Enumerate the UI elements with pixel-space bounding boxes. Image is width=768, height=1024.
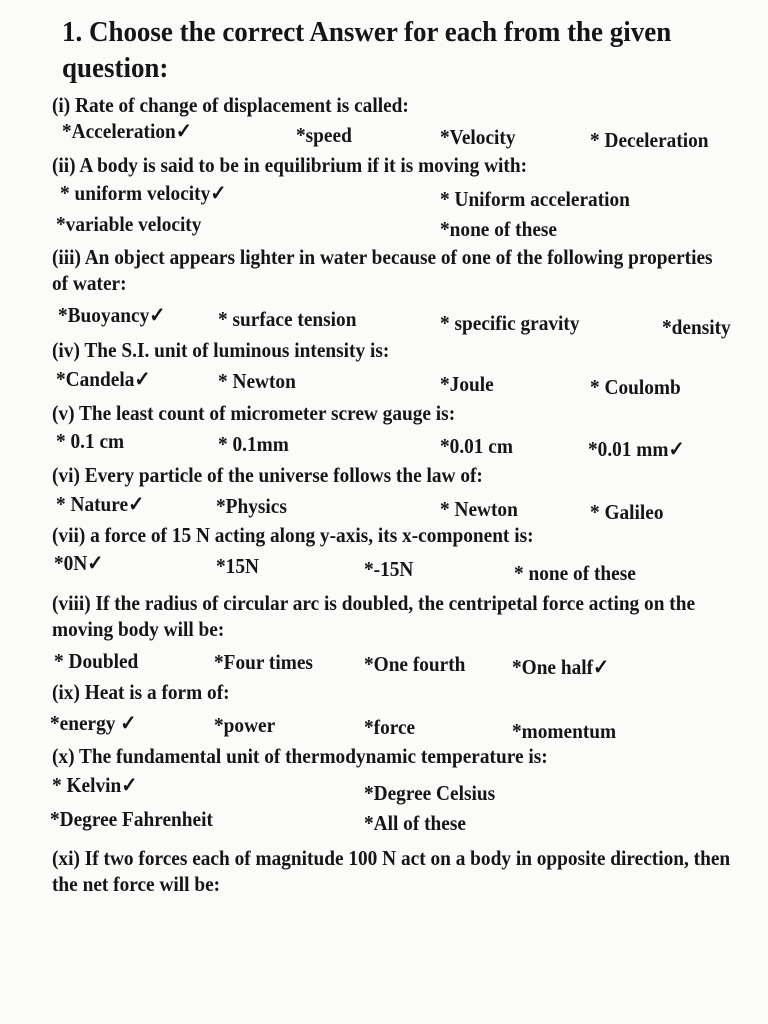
q4-option-a: *Candela✓ bbox=[56, 367, 151, 391]
q1-option-d: * Deceleration bbox=[590, 128, 709, 152]
q4-option-b: * Newton bbox=[218, 369, 296, 393]
q8-option-c: *One fourth bbox=[364, 652, 466, 676]
q5-option-c: *0.01 cm bbox=[440, 434, 513, 458]
question-8: (viii) If the radius of circular arc is doubled, the centripetal force acting on the moving body will be: bbox=[52, 591, 696, 641]
q6-option-a: * Nature✓ bbox=[56, 492, 145, 516]
question-7: (vii) a force of 15 N acting along y-axis, its x-component is: bbox=[52, 523, 534, 547]
q1-option-a: *Acceleration✓ bbox=[62, 119, 192, 143]
q7-option-d: * none of these bbox=[514, 561, 636, 585]
q9-option-b: *power bbox=[214, 713, 276, 737]
question-5: (v) The least count of micrometer screw gauge is: bbox=[52, 401, 456, 425]
q6-option-d: * Galileo bbox=[590, 500, 664, 524]
q2-option-c: *variable velocity bbox=[56, 212, 202, 236]
question-3: (iii) An object appears lighter in water because of one of the following properties of water: bbox=[52, 245, 713, 295]
q7-option-b: *15N bbox=[216, 554, 259, 578]
q4-option-d: * Coulomb bbox=[590, 375, 681, 399]
q8-option-a: * Doubled bbox=[54, 649, 139, 673]
q2-option-a: * uniform velocity✓ bbox=[60, 181, 227, 205]
q2-option-b: * Uniform acceleration bbox=[440, 187, 630, 211]
section-heading: 1. Choose the correct Answer for each from the given question: bbox=[62, 16, 672, 84]
q3-option-c: * specific gravity bbox=[440, 311, 580, 335]
question-10: (x) The fundamental unit of thermodynamic temperature is: bbox=[52, 744, 548, 768]
q2-option-d: *none of these bbox=[440, 217, 557, 241]
question-6: (vi) Every particle of the universe follows the law of: bbox=[52, 463, 483, 487]
q5-option-b: * 0.1mm bbox=[218, 432, 289, 456]
question-4: (iv) The S.I. unit of luminous intensity is: bbox=[52, 338, 390, 362]
q7-option-a: *0N✓ bbox=[54, 551, 104, 575]
q6-option-b: *Physics bbox=[216, 494, 287, 518]
q10-option-b: *Degree Celsius bbox=[364, 781, 496, 805]
q9-option-c: *force bbox=[364, 715, 416, 739]
q10-option-d: *All of these bbox=[364, 811, 466, 835]
question-2: (ii) A body is said to be in equilibrium if it is moving with: bbox=[52, 153, 528, 177]
q3-option-d: *density bbox=[662, 315, 731, 339]
q5-option-a: * 0.1 cm bbox=[56, 429, 125, 453]
q3-option-b: * surface tension bbox=[218, 307, 357, 331]
q8-option-d: *One half✓ bbox=[512, 655, 610, 679]
q6-option-c: * Newton bbox=[440, 497, 518, 521]
q3-option-a: *Buoyancy✓ bbox=[58, 303, 166, 327]
q1-option-c: *Velocity bbox=[440, 125, 516, 149]
question-9: (ix) Heat is a form of: bbox=[52, 680, 230, 704]
q7-option-c: *-15N bbox=[364, 557, 414, 581]
q10-option-c: *Degree Fahrenheit bbox=[50, 807, 213, 831]
question-11: (xi) If two forces each of magnitude 100 N act on a body in opposite direction, then the net force will be: bbox=[52, 846, 731, 896]
q8-option-b: *Four times bbox=[214, 650, 313, 674]
q10-option-a: * Kelvin✓ bbox=[52, 773, 138, 797]
q5-option-d: *0.01 mm✓ bbox=[588, 437, 685, 461]
q9-option-a: *energy ✓ bbox=[50, 711, 137, 735]
q1-option-b: *speed bbox=[296, 123, 352, 147]
question-1: (i) Rate of change of displacement is called: bbox=[52, 93, 409, 117]
q4-option-c: *Joule bbox=[440, 372, 494, 396]
q9-option-d: *momentum bbox=[512, 719, 617, 743]
